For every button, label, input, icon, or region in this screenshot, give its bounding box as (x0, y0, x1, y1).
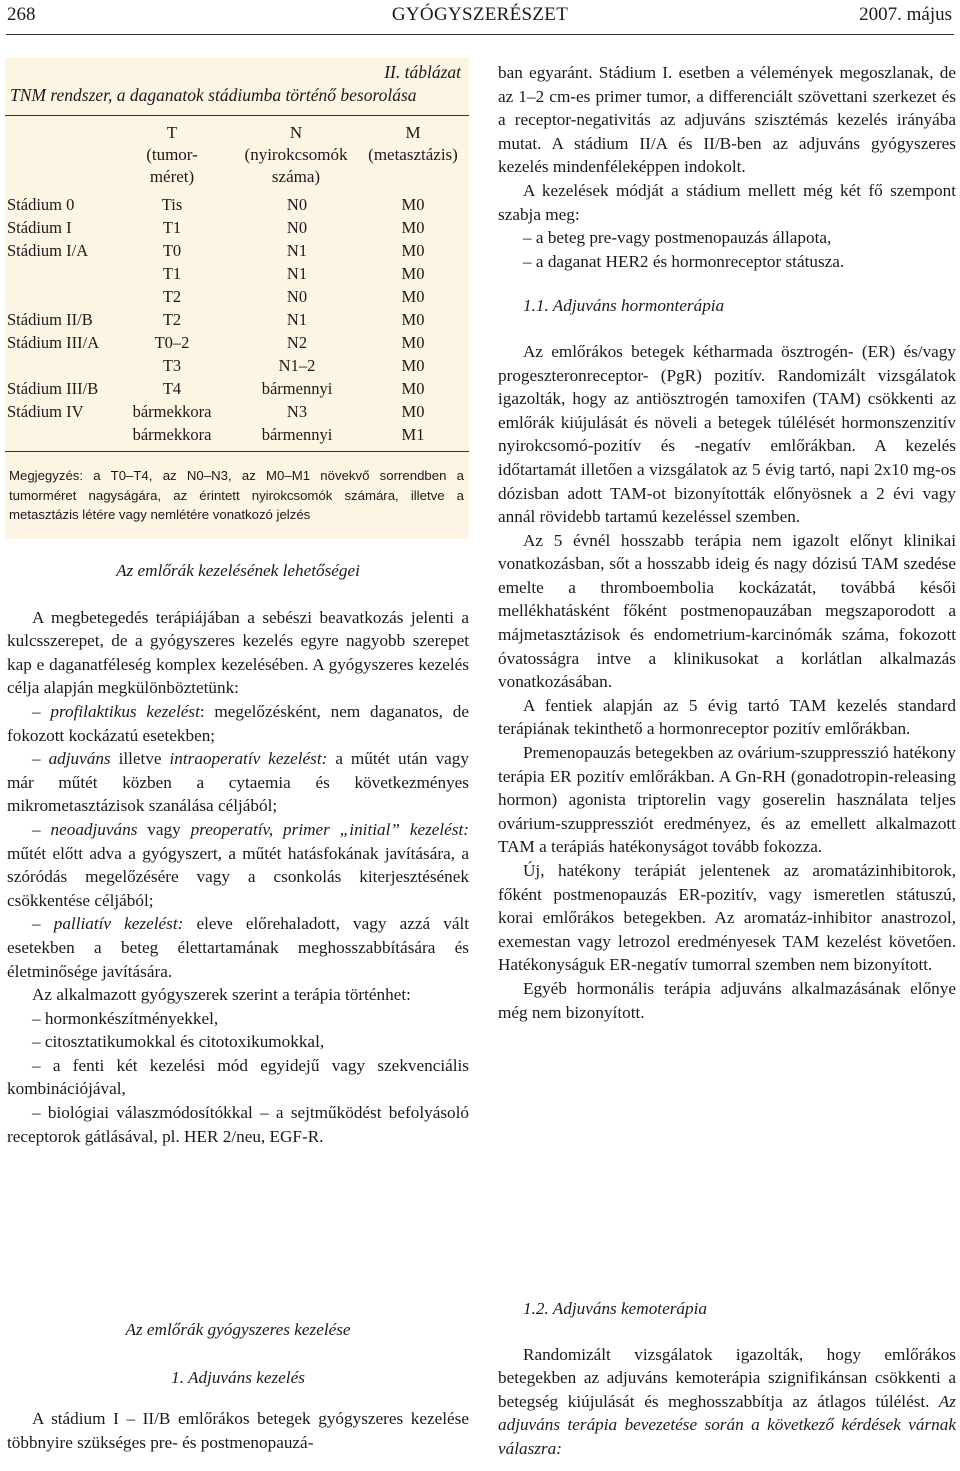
paragraph: Új, hatékony terápiát jelentenek az aromatázinhibitorok, főként postmenopauzás ER-pozitív, vagy ismeretlen státuszú, korai emlőrákos betegekben. Az aromatáz-inhibitor anastrozol, exemestan vagy letrozol eredményesek TAM kezelést követően. Hatékonyságuk ER-negatív tumorral szemben nem bizonyított. (498, 861, 956, 975)
stage-cell: Stádium IV (7, 402, 84, 421)
n-cell: bármennyi (261, 379, 333, 398)
t-cell: T3 (162, 356, 182, 375)
t-cell: T0 (162, 241, 182, 260)
m-cell: M0 (401, 333, 425, 352)
column-header-m (357, 122, 469, 166)
table-row (5, 216, 469, 239)
column-header-t (117, 122, 227, 188)
n-cell: N3 (286, 402, 308, 421)
table-row (5, 239, 469, 262)
text: illetve (110, 749, 170, 769)
emphasis: preoperatív, primer „initial” kezelést: (190, 819, 469, 839)
table-row (5, 308, 469, 331)
left-column (7, 559, 469, 1148)
paragraph: A megbetegedés terápiájában a sebészi beavatkozás jelenti a kulcsszerepet, de a gyógyszeres kezelés egyre nagyobb szerepet kap e daganatféleség komplex kezelésében. A gyógyszeres kezelés célja alapján megkülönböztetünk: (7, 607, 469, 698)
m-cell: M0 (401, 264, 425, 283)
paragraph: ban egyaránt. Stádium I. esetben a vélemények megoszlanak, de az 1–2 cm-es primer tumor, a differenciált szövettani szerkezet és a receptor-negativitás az adjuváns szisztémás kezelés irányába mutat. A stádium II/A és II/B-ben az adjuváns gyógyszeres kezelés mindenféleképpen indokolt. (498, 63, 956, 177)
subsection-heading: 1.1. Adjuváns hormonterápia (523, 296, 725, 316)
page-header (0, 0, 960, 34)
table-row (5, 377, 469, 400)
table-row (5, 400, 469, 423)
n-cell: bármennyi (261, 425, 333, 444)
table-row (5, 193, 469, 216)
list-item: – a fenti két kezelési mód egyidejű vagy szekvenciális kombinációjával, (7, 1055, 469, 1099)
list-item: – palliatív kezelést: eleve előrehaladott, vagy azzá vált esetekben a beteg élettartamának meghosszabbítására és életminősége javítására. (7, 914, 469, 981)
subsection-heading: 1. Adjuváns kezelés (171, 1367, 305, 1387)
stage-cell: Stádium III/B (7, 379, 99, 398)
m-cell: M0 (401, 402, 425, 421)
section-heading: Az emlőrák kezelésének lehetőségei (116, 561, 360, 580)
left-column-bottom (7, 1318, 469, 1454)
right-column-bottom (498, 1297, 956, 1461)
table-row (5, 423, 469, 446)
list-item: – hormonkészítményekkel, (32, 1008, 219, 1028)
emphasis: intraoperatív kezelést: (169, 749, 328, 769)
t-cell: T0–2 (154, 333, 190, 352)
page-number: 268 (7, 4, 36, 25)
stage-cell: Stádium 0 (7, 195, 75, 214)
subsection-heading: 1.2. Adjuváns kemoterápia (523, 1299, 707, 1318)
emphasis: profilaktikus kezelést (50, 701, 200, 721)
paragraph: A stádium I – II/B emlőrákos betegek gyógyszeres kezelése többnyire szükséges pre- és postmenopauzá- (7, 1409, 469, 1452)
table-row (5, 285, 469, 308)
table-caption: TNM rendszer, a daganatok stádiumba történő besorolása (10, 85, 417, 105)
stage-cell: Stádium I (7, 218, 72, 237)
stage-cell: Stádium III/A (7, 333, 100, 352)
n-cell: N1 (286, 241, 308, 260)
t-cell: T1 (162, 264, 182, 283)
header-line: T (166, 123, 178, 142)
emphasis: neoadjuváns (50, 819, 138, 839)
paragraph (498, 1343, 956, 1461)
journal-title: GYÓGYSZERÉSZET (391, 4, 569, 25)
text: Randomizált vizsgálatok igazolták, hogy emlőrákos betegekben az adjuváns kemoterápia szignifikánsan csökkenti a betegség kiújulását és meghosszabbítja az átlagos túlélést. (498, 1344, 956, 1411)
m-cell: M0 (401, 287, 425, 306)
header-line: (nyirokcsomók (244, 145, 348, 164)
n-cell: N1–2 (278, 356, 316, 375)
t-cell: T1 (162, 218, 182, 237)
text: a műtét után vagy már műtét közben a cytaemia és következményes mikrometasztázisok szanálása céljából; (7, 749, 469, 816)
issue-date: 2007. május (859, 4, 952, 25)
list-item: – citosztatikumokkal és citotoxikumokkal, (32, 1032, 325, 1052)
n-cell: N0 (286, 287, 308, 306)
emphasis: Az adjuváns terápia bevezetése során a következő kérdések várnak válaszra: (498, 1391, 956, 1458)
paragraph: Az 5 évnél hosszabb terápia nem igazolt előnyt klinikai vonatkozásban, sőt a hosszabb ideig és nagy dózisú TAM szedése emelte a thromboembolia kockázatát, továbbá késői mellékhatásként főként postmenopauzában megszaporodott a májmetasztázisok és endometrium-karcinómák száma, fokozott óvatosságra intve a klinikusokat a korlátlan alkalmazás vonatkozásában. (498, 530, 956, 692)
table-number: II. táblázat (384, 62, 461, 82)
text: műtét előtt adva a gyógyszert, a műtét hatásfokának javítására, a szóródás megelőzésére vagy a csonkolás kiterjesztésének csökkentése céljából; (7, 843, 469, 910)
m-cell: M0 (401, 241, 425, 260)
n-cell: N1 (286, 310, 308, 329)
right-column (498, 61, 956, 1024)
paragraph: Az alkalmazott gyógyszerek szerint a terápia történhet: (32, 985, 411, 1005)
header-line: száma) (271, 167, 321, 186)
list-item: – profilaktikus kezelést: megelőzésként, nem daganatos, de fokozott kockázatú esetekben; (7, 701, 469, 745)
m-cell: M0 (401, 218, 425, 237)
paragraph: A fentiek alapján az 5 évig tartó TAM kezelés standard terápiának tekinthető a hormonreceptor pozitív emlőrákban. (498, 695, 956, 739)
section-heading: Az emlőrák gyógyszeres kezelése (125, 1320, 351, 1339)
text: vagy (137, 819, 191, 839)
text: eleve előrehaladott, vagy azzá vált esetekben a beteg élettartamának meghosszabbítására és életminősége javítására. (7, 914, 469, 981)
list-item: – adjuváns illetve intraoperatív kezelést: a műtét után vagy már műtét közben a cytaemia és következményes mikrometasztázisok szanálása céljából; (7, 749, 469, 816)
table-bottom-rule (5, 451, 469, 452)
n-cell: N1 (286, 264, 308, 283)
table-row (5, 331, 469, 354)
t-cell: T4 (162, 379, 182, 398)
t-cell: bármekkora (132, 402, 212, 421)
t-cell: T2 (162, 287, 182, 306)
header-line: (metasztázis) (368, 145, 458, 164)
tnm-table (5, 58, 469, 539)
m-cell: M0 (401, 195, 425, 214)
list-item: – a beteg pre-vagy postmenopauzás állapota, (523, 228, 832, 248)
table-note: Megjegyzés: a T0–T4, az N0–N3, az M0–M1 növekvő sorrendben a tumorméret nagyságára, az érintett nyirokcsomók számára, illetve a metasztázis létére vagy nemlétére vonatkozó jelzés (9, 468, 464, 522)
m-cell: M1 (401, 425, 425, 444)
paragraph: Az emlőrákos betegek kétharmada ösztrogén- (ER) és/vagy progeszteronreceptor- (PgR) pozitív. Randomizált vizsgálatok igazolták, hogy az antiösztrogén tamoxifen (TAM) csökkenti az emlőrák kiújulását és növeli a betegek túlélését hormonszenzitív nyirokcsomó-pozitív és -negatív emlőrákban. A kezelés időtartamát illetően a vizsgálatok az 5 évig tartó, napi 2x10 mg-os dózisban adott TAM-ot bizonyították előnyösnek a 2 évi vagy annál rövidebb tartamú kezeléssel szemben. (498, 341, 956, 527)
t-cell: bármekkora (132, 425, 212, 444)
stage-cell: Stádium I/A (7, 241, 89, 260)
header-line: N (289, 123, 303, 142)
n-cell: N0 (286, 195, 308, 214)
table-row (5, 354, 469, 377)
emphasis: palliatív kezelést: (53, 914, 184, 934)
paragraph: A kezelések módját a stádium mellett még két fő szempont szabja meg: (498, 180, 956, 224)
t-cell: Tis (161, 195, 183, 214)
column-header-n (230, 122, 362, 188)
m-cell: M0 (401, 310, 425, 329)
stage-cell: Stádium II/B (7, 310, 93, 329)
t-cell: T2 (162, 310, 182, 329)
emphasis: adjuváns (48, 749, 111, 769)
n-cell: N2 (286, 333, 308, 352)
m-cell: M0 (401, 356, 425, 375)
header-line: méret) (149, 167, 195, 186)
header-rule (6, 34, 954, 35)
paragraph: Premenopauzás betegekben az ovárium-szuppresszió hatékony terápia ER pozitív emlőrákban. A Gn-RH (gonadotropin-releasing hormon) agonista triptorelin vagy goserelin használata teljes ovárium-szuppressziót eredményez, és az emellett alkalmazott TAM a terápiás hatékonyságot tovább fokozza. (498, 743, 956, 857)
text: : megelőzésként, nem daganatos, de fokozott kockázatú esetekben; (7, 701, 469, 745)
n-cell: N0 (286, 218, 308, 237)
list-item: – a daganat HER2 és hormonreceptor státusza. (523, 251, 845, 271)
header-line: (tumor- (146, 145, 198, 164)
header-line: M (405, 123, 421, 142)
table-top-rule (5, 115, 469, 116)
list-item: – biológiai válaszmódosítókkal – a sejtműködést befolyásoló receptorok gátlásával, pl. HER 2/neu, EGF-R. (7, 1103, 469, 1146)
paragraph: Egyéb hormonális terápia adjuváns alkalmazásának előnye még nem bizonyított. (498, 978, 956, 1022)
m-cell: M0 (401, 379, 425, 398)
table-row (5, 262, 469, 285)
list-item: – neoadjuváns vagy preoperatív, primer „initial” kezelést: műtét előtt adva a gyógyszert, a műtét hatásfokának javítására, a szóródás megelőzésére vagy a csonkolás kiterjesztésének csökkentése céljából; (7, 819, 469, 910)
